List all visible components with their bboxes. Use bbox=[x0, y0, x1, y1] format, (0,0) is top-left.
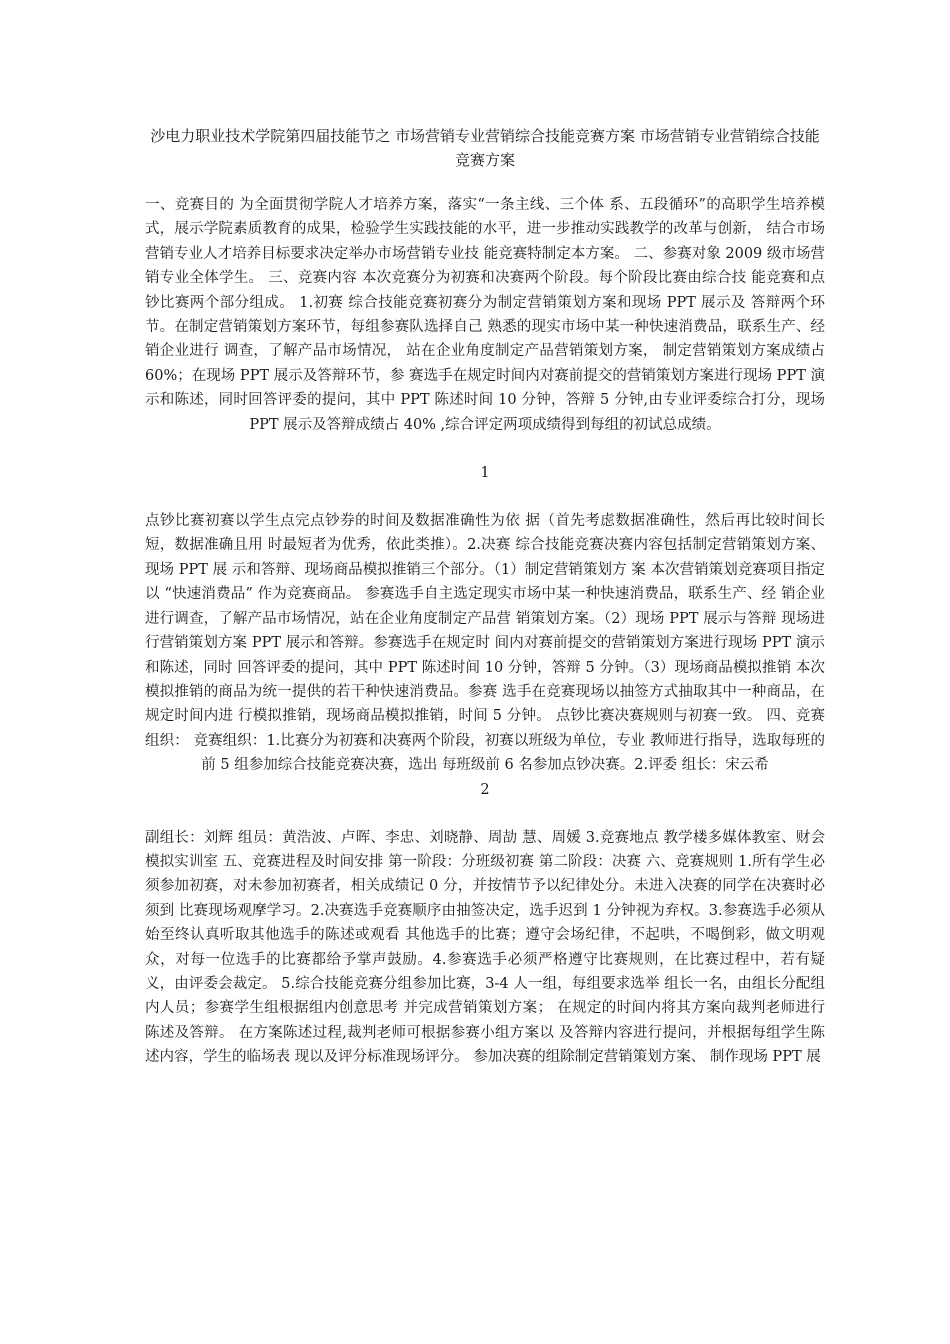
document-paragraph-3: 副组长：刘辉 组员：黄浩波、卢晖、李忠、刘晓静、周劼 慧、周媛 3.竞赛地点 教学楼多媒体教室、财会模拟实训室 五、竞赛进程及时间安排 第一阶段：分班级初赛 第二阶段：决赛 六、竞赛规则 1.所有学生必须参加初赛，对未参加初赛者，相关成绩记 0 分，并按情节予以纪律处分。未进入决赛的同学在决赛时必须到 比赛现场观摩学习。2.决赛选手竞赛顺序由抽签决定，选手迟到 1 分钟视为弃权。3.参赛选手必须从始至终认真听取其他选手的陈述或观看 其他选手的比赛；遵守会场纪律，不起哄，不喝倒彩，做文明观 众，对每一位选手的比赛都给予掌声鼓励。4.参赛选手必须严格遵守比赛规则，在比赛过程中，若有疑 义，由评委会裁定。 5.综合技能竞赛分组参加比赛，3-4 人一组，每组要求选举 组长一名，由组长分配组内人员；参赛学生组根据组内创意思考 并完成营销策划方案； 在规定的时间内将其方案向裁判老师进行 陈述及答辩。 在方案陈述过程,裁判老师可根据参赛小组方案以 及答辩内容进行提问，并根据每组学生陈述内容，学生的临场表 现以及评分标准现场评分。 参加决赛的组除制定营销策划方案、 制作现场 PPT 展 bbox=[145, 829, 825, 1066]
document-title: 沙电力职业技术学院第四届技能节之 市场营销专业营销综合技能竞赛方案 市场营销专业营销综合技能竞赛方案 bbox=[150, 127, 820, 169]
page-number: 1 bbox=[480, 465, 490, 482]
page-number: 2 bbox=[480, 781, 490, 798]
document-paragraph-1: 一、竞赛目的 为全面贯彻学院人才培养方案，落实“一条主线、三个体 系、五段循环”的高职学生培养模式，展示学院素质教育的成果，检验学生实践技能的水平，进一步推动实践教学的改革与创新， 结合市场营销专业人才培养目标要求决定举办市场营销专业技 能竞赛特制定本方案。 二、参赛对象 2009 级市场营销专业全体学生。 三、竞赛内容 本次竞赛分为初赛和决赛两个阶段。每个阶段比赛由综合技 能竞赛和点钞比赛两个部分组成。 1.初赛 综合技能竞赛初赛分为制定营销策划方案和现场 PPT 展示及 答辩两个环节。在制定营销策划方案环节，每组参赛队选择自己 熟悉的现实市场中某一种快速消费品，联系生产、经销企业进行 调查，了解产品市场情况， 站在企业角度制定产品营销策划方案， 制定营销策划方案成绩占 60%；在现场 PPT 展示及答辩环节，参 赛选手在规定时间内对赛前提交的营销策划方案进行现场 PPT 演 示和陈述，同时回答评委的提问，其中 PPT 陈述时间 10 分钟，答辩 5 分钟,由专业评委综合打分，现场 PPT 展示及答辩成绩占 40% ,综合评定两项成绩得到每组的初试总成绩。 bbox=[145, 197, 825, 433]
document-page bbox=[145, 124, 825, 1070]
document-paragraph-2: 点钞比赛初赛以学生点完点钞券的时间及数据准确性为依 据（首先考虑数据准确性，然后再比较时间长短，数据准确且用 时最短者为优秀，依此类推）。2.决赛 综合技能竞赛决赛内容包括制定营销策划方案、现场 PPT 展 示和答辩、现场商品模拟推销三个部分。（1）制定营销策划方 案 本次营销策划竞赛项目指定以 “快速消费品” 作为竞赛商品。 参赛选手自主选定现实市场中某一种快速消费品，联系生产、经 销企业进行调查，了解产品市场情况，站在企业角度制定产品营 销策划方案。（2）现场 PPT 展示与答辩 现场进行营销策划方案 PPT 展示和答辩。参赛选手在规定时 间内对赛前提交的营销策划方案进行现场 PPT 演示和陈述，同时 回答评委的提问，其中 PPT 陈述时间 10 分钟，答辩 5 分钟。（3）现场商品模拟推销 本次模拟推销的商品为统一提供的若干种快速消费品。参赛 选手在竞赛现场以抽签方式抽取其中一种商品，在规定时间内进 行模拟推销，现场商品模拟推销，时间 5 分钟。 点钞比赛决赛规则与初赛一致。 四、竞赛组织： 竞赛组织：1.比赛分为初赛和决赛两个阶段，初赛以班级为单位，专业 教师进行指导，选取每班的前 5 组参加综合技能竞赛决赛，选出 每班级前 6 名参加点钞决赛。2.评委 组长：宋云希 bbox=[145, 513, 825, 774]
